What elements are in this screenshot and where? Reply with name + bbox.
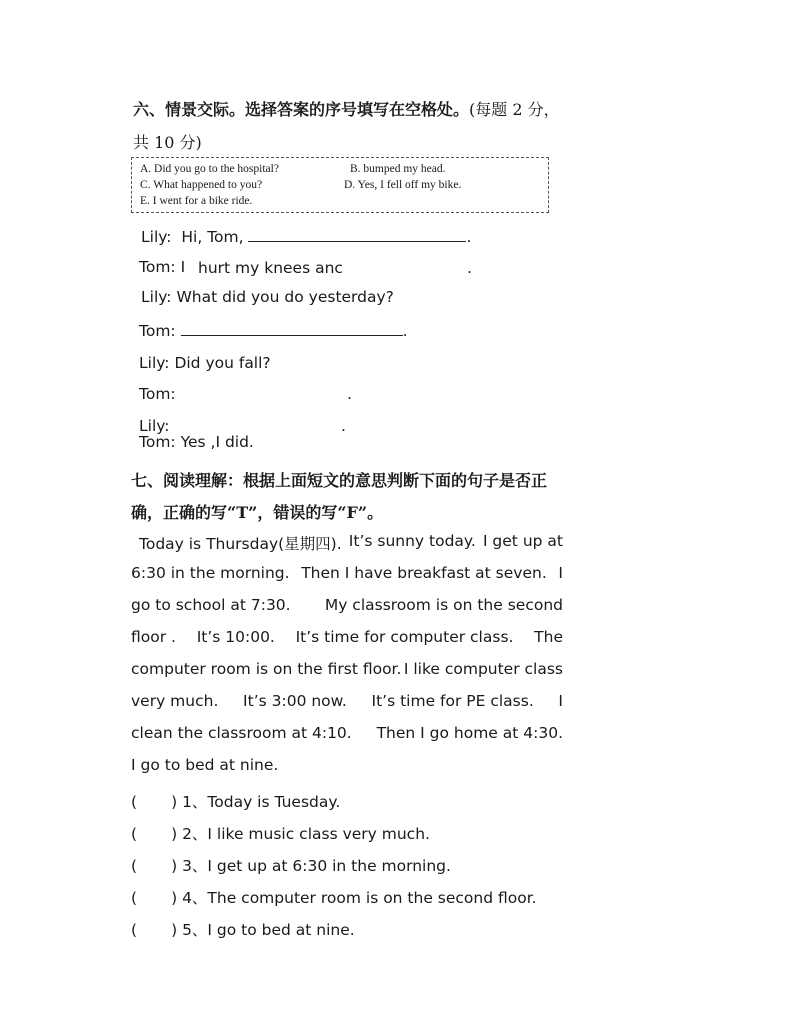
passage-line-3 <box>131 596 563 628</box>
passage-sentence: My classroom is on the second <box>324 596 563 614</box>
option-c: C. What happened to you? <box>140 179 263 191</box>
answer-blank-1[interactable] <box>248 227 466 242</box>
option-e: E. I went for a bike ride. <box>140 195 253 207</box>
question-1 <box>131 790 340 812</box>
dialog-text: I <box>180 258 186 276</box>
dialog-line-7-end <box>341 417 346 435</box>
passage-sentence: Then I go home at 4:30. <box>376 724 563 742</box>
passage-sentence: clean the classroom at 4:10. <box>131 724 352 742</box>
passage-line-5 <box>131 660 563 692</box>
passage-sentence: go to school at 7:30. <box>131 596 291 614</box>
question-3 <box>131 854 451 876</box>
dialog-end: . <box>347 385 352 403</box>
dialog-line-8 <box>139 433 254 451</box>
passage-sentence: It’s time for PE class. <box>371 692 534 710</box>
answer-paren-open[interactable]: ( <box>131 889 138 907</box>
speaker: Lily: <box>139 417 170 435</box>
question-5 <box>131 918 355 940</box>
question-2 <box>131 822 430 844</box>
dialog-text: Lily: What did you do yesterday? <box>141 288 394 306</box>
answer-paren-open[interactable]: ( <box>131 793 138 811</box>
passage-sentence: Today is Thursday(星期四). <box>139 535 342 553</box>
answer-paren-close: ) <box>171 889 178 907</box>
dialog-line-1 <box>141 227 471 246</box>
question-text: 5、I go to bed at nine. <box>182 921 355 939</box>
passage-sentence: It’s time for computer class. <box>295 628 514 646</box>
passage-line-1 <box>131 532 563 564</box>
answer-paren-close: ) <box>171 825 178 843</box>
section6-heading <box>133 97 560 120</box>
section6-heading-line1: 六、情景交际。选择答案的序号填写在空格处。 <box>133 100 470 119</box>
answer-paren-open[interactable]: ( <box>131 825 138 843</box>
dialog-line-2-end <box>467 259 472 277</box>
options-box <box>131 157 549 213</box>
question-text: 4、The computer room is on the second floor. <box>182 889 537 907</box>
passage-sentence: computer room is on the first floor. <box>131 660 402 678</box>
section7-heading <box>131 468 547 491</box>
dialog-line-6-end <box>347 385 352 403</box>
question-4 <box>131 886 537 908</box>
passage-line-8 <box>131 756 563 788</box>
section6-heading-line2 <box>133 130 202 153</box>
section7-heading-line1: 七、阅读理解：根据上面短文的意思判断下面的句子是否正 <box>131 471 548 490</box>
answer-paren-open[interactable]: ( <box>131 921 138 939</box>
dialog-end: . <box>402 322 408 340</box>
dialog-line-3 <box>141 288 394 306</box>
passage-sentence: It’s sunny today. <box>348 532 476 550</box>
section6-heading-points: (每题 2 分， <box>469 100 560 119</box>
passage-line-4 <box>131 628 563 660</box>
passage-sentence: I <box>558 692 563 710</box>
passage-sentence: It’s 3:00 now. <box>243 692 347 710</box>
dialog-text: Tom: Yes ,I did. <box>139 433 254 451</box>
dialog-text: Lily: Did you fall? <box>139 354 271 372</box>
dialog-end: . <box>341 417 346 435</box>
answer-paren-close: ) <box>171 793 178 811</box>
option-a: A. Did you go to the hospital? <box>140 163 279 175</box>
passage-sentence: very much. <box>131 692 219 710</box>
speaker: Lily: <box>141 228 172 246</box>
answer-paren-open[interactable]: ( <box>131 857 138 875</box>
dialog-line-2 <box>139 258 185 276</box>
passage-sentence: 6:30 in the morning. <box>131 564 290 582</box>
answer-paren-close: ) <box>171 921 178 939</box>
dialog-text: Hi, Tom, <box>181 228 244 246</box>
section7-heading-2 <box>131 500 383 523</box>
passage-sentence: Then I have breakfast at seven. <box>301 564 547 582</box>
option-d: D. Yes, I fell off my bike. <box>344 179 462 191</box>
passage-line-7 <box>131 724 563 756</box>
passage-sentence: I <box>558 564 563 582</box>
dialog-line-5 <box>139 354 271 372</box>
dialog-line-2-cont <box>198 259 343 277</box>
option-b: B. bumped my head. <box>350 163 446 175</box>
speaker: Tom: <box>139 322 176 340</box>
question-text: 1、Today is Tuesday. <box>182 793 341 811</box>
dialog-end: . <box>466 228 472 246</box>
question-text: 3、I get up at 6:30 in the morning. <box>182 857 451 875</box>
answer-paren-close: ) <box>171 857 178 875</box>
dialog-end: . <box>467 259 472 277</box>
passage-sentence: I go to bed at nine. <box>131 756 279 774</box>
passage-sentence: I get up at <box>482 532 563 550</box>
dialog-line-4 <box>139 321 408 340</box>
dialog-text: hurt my knees anc <box>198 259 343 277</box>
reading-passage <box>131 532 563 788</box>
speaker: Tom: <box>139 385 176 403</box>
passage-sentence: It’s 10:00. <box>196 628 275 646</box>
passage-sentence: floor . <box>131 628 176 646</box>
passage-sentence: The <box>534 628 563 646</box>
passage-line-6 <box>131 692 563 724</box>
section7-heading-line2: 确，正确的写“T”，错误的写“F”。 <box>131 503 384 522</box>
speaker: Tom: <box>139 258 176 276</box>
passage-sentence: I like computer class <box>403 660 563 678</box>
passage-line-2 <box>131 564 563 596</box>
section6-heading-line2-text: 共 10 分) <box>133 133 202 152</box>
answer-blank-2[interactable] <box>181 321 403 336</box>
dialog-line-6 <box>139 385 176 403</box>
question-text: 2、I like music class very much. <box>182 825 430 843</box>
